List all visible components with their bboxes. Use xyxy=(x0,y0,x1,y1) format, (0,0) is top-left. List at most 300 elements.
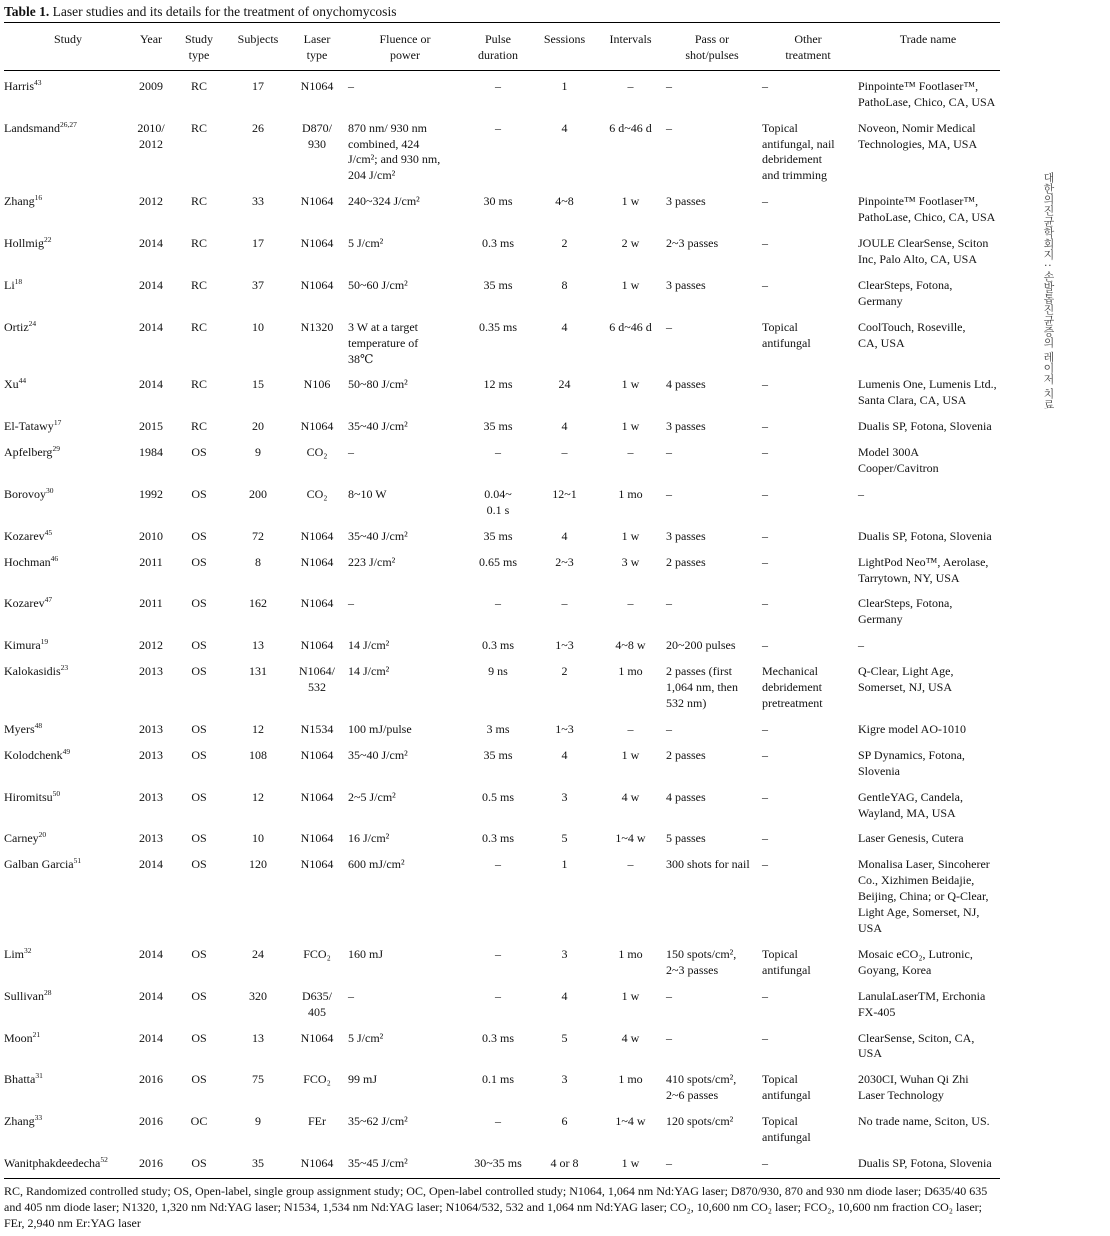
sessions-cell: 4 xyxy=(561,988,568,1003)
pulse-duration-cell: 35 ms xyxy=(483,419,513,434)
intervals-cell: – xyxy=(627,78,634,93)
table-row xyxy=(4,547,1000,589)
table-footnote: RC, Randomized controlled study; OS, Open-label, single group assignment study; OC, Open-label controlled study; N1064, 1,064 nm Nd:YAG laser; D870/930, 870 and 930 nm diode laser; D635/40 635 and 405 nm diode laser; N1320, 1,320 nm Nd:YAG laser; N1534, 1,534 nm Nd:YAG laser; N1064/532, 532 and 1,064 nm Nd:YAG laser; CO₂, 10,600 nm CO₂ laser; FCO₂, 10,600 nm fraction CO₂ laser; FEr, 2,940 nm Er:YAG laser xyxy=(4,1184,988,1230)
pulse-duration-cell: 30~35 ms xyxy=(464,1148,532,1178)
study-cell xyxy=(4,270,132,312)
pulse-duration-cell: 30 ms xyxy=(483,194,513,209)
study-cell xyxy=(4,186,132,228)
reference-number: 20 xyxy=(38,830,47,840)
trade-name-cell: Dualis SP, Fotona, Slovenia xyxy=(856,1148,1000,1178)
trade-name-cell: Pinpointe™ Footlaser™, PathoLase, Chico, CA, USA xyxy=(858,194,996,225)
trade-name-cell: Kigre model AO-1010 xyxy=(858,721,966,736)
fluence-cell: 99 mJ xyxy=(348,1072,378,1087)
reference-number: 52 xyxy=(100,1154,108,1164)
study-cell xyxy=(4,1023,132,1065)
header-laser-type: Laser type xyxy=(288,23,346,71)
study-cell xyxy=(4,312,132,370)
trade-name-cell: No trade name, Sciton, US. xyxy=(858,1114,990,1129)
other-treatment-cell: – xyxy=(762,831,768,846)
study-type-cell: RC xyxy=(190,194,207,209)
study-cell xyxy=(4,981,132,1023)
subjects-cell: 13 xyxy=(252,1030,264,1045)
reference-number: 47 xyxy=(44,595,53,605)
study-type-cell: OS xyxy=(191,638,207,653)
reference-number: 46 xyxy=(50,553,59,563)
study-type-cell: RC xyxy=(190,419,207,434)
other-treatment-cell: – xyxy=(760,1148,856,1178)
fluence-cell: – xyxy=(348,445,354,460)
passes-cell: 150 spots/cm², 2~3 passes xyxy=(666,946,737,977)
subjects-cell: 17 xyxy=(252,78,264,93)
fluence-cell: 240~324 J/cm² xyxy=(348,194,420,209)
fluence-cell: 35~40 J/cm² xyxy=(348,419,408,434)
reference-number: 50 xyxy=(52,788,61,798)
study-name: Kalokasidis xyxy=(4,664,61,679)
table-caption-text: Laser studies and its details for the treatment of onychomycosis xyxy=(52,4,397,19)
other-treatment-cell: – xyxy=(762,988,768,1003)
header-passes: Pass or shot/pulses xyxy=(664,23,760,71)
other-treatment-cell: – xyxy=(762,377,768,392)
fluence-cell: 5 J/cm² xyxy=(348,1030,384,1045)
study-cell xyxy=(4,714,132,740)
other-treatment-cell: – xyxy=(762,194,768,209)
laser-type-cell: N1064 xyxy=(300,1030,334,1045)
reference-number: 28 xyxy=(44,987,52,997)
study-cell xyxy=(4,547,132,589)
other-treatment-cell: – xyxy=(762,78,768,93)
study-name: Kozarev xyxy=(4,528,45,543)
fluence-cell: – xyxy=(348,78,354,93)
passes-cell: – xyxy=(666,319,672,334)
trade-name-cell: – xyxy=(858,638,864,653)
study-type-cell: RC xyxy=(190,78,207,93)
sessions-cell: 2~3 xyxy=(555,554,574,569)
other-treatment-cell: – xyxy=(762,747,768,762)
laser-type-cell: N1064 xyxy=(300,277,334,292)
study-name: Hiromitsu xyxy=(4,789,53,804)
pulse-duration-cell: 3 ms xyxy=(486,721,510,736)
passes-cell: 3 passes xyxy=(666,194,706,209)
trade-name-cell: JOULE ClearSense, Sciton Inc, Palo Alto, CA, USA xyxy=(858,236,989,266)
laser-type-cell: FCO₂ xyxy=(303,946,331,961)
intervals-cell: 1 mo xyxy=(618,1072,643,1087)
fluence-cell: 50~60 J/cm² xyxy=(348,277,408,292)
passes-cell: – xyxy=(666,1030,672,1045)
intervals-cell: – xyxy=(627,721,634,736)
study-type-cell: OS xyxy=(191,1030,207,1045)
intervals-cell: 1 w xyxy=(621,419,640,434)
pulse-duration-cell: – xyxy=(495,1114,501,1129)
passes-cell: 3 passes xyxy=(666,528,706,543)
laser-type-cell: N1064/ 532 xyxy=(299,664,335,695)
study-cell xyxy=(4,1106,132,1148)
reference-number: 24 xyxy=(28,318,37,328)
trade-name-cell: Lumenis One, Lumenis Ltd., Santa Clara, CA, USA xyxy=(858,377,997,408)
reference-number: 18 xyxy=(14,276,23,286)
passes-cell: – xyxy=(666,988,672,1003)
trade-name-cell: Dualis SP, Fotona, Slovenia xyxy=(858,528,992,543)
year-cell: 2009 xyxy=(139,78,163,93)
reference-number: 51 xyxy=(73,856,82,866)
year-cell: 2014 xyxy=(139,946,163,961)
table-row xyxy=(4,939,1000,981)
study-name: Hochman xyxy=(4,554,51,569)
passes-cell: 410 spots/cm², 2~6 passes xyxy=(666,1072,737,1103)
header-study: Study xyxy=(4,23,132,71)
sessions-cell: 1~3 xyxy=(555,638,574,653)
table-caption xyxy=(4,4,396,20)
pulse-duration-cell: 0.5 ms xyxy=(481,789,514,804)
subjects-cell: 26 xyxy=(252,120,264,135)
study-cell xyxy=(4,437,132,479)
trade-name-cell: 2030CI, Wuhan Qi Zhi Laser Technology xyxy=(858,1072,969,1103)
pulse-duration-cell: – xyxy=(495,857,501,872)
header-study-type: Study type xyxy=(170,23,228,71)
study-name: Carney xyxy=(4,831,39,846)
study-name: El-Tatawy xyxy=(4,419,54,434)
header-other-treatment: Other treatment xyxy=(760,23,856,71)
sessions-cell: 4 xyxy=(561,419,568,434)
laser-type-cell: CO₂ xyxy=(306,445,328,460)
table-row xyxy=(4,782,1000,824)
passes-cell: 3 passes xyxy=(666,419,706,434)
fluence-cell: 14 J/cm² xyxy=(348,638,390,653)
header-intervals: Intervals xyxy=(597,23,664,71)
study-type-cell: OS xyxy=(191,857,207,872)
pulse-duration-cell: – xyxy=(495,120,501,135)
year-cell: 2010 xyxy=(139,528,163,543)
subjects-cell: 10 xyxy=(252,319,264,334)
passes-cell: 4 passes xyxy=(666,377,706,392)
laser-type-cell: N1064 xyxy=(300,528,334,543)
trade-name-cell: Mosaic eCO₂, Lutronic, Goyang, Korea xyxy=(858,946,973,977)
year-cell: 2016 xyxy=(139,1114,163,1129)
passes-cell: 3 passes xyxy=(666,277,706,292)
fluence-cell: 100 mJ/pulse xyxy=(348,721,412,736)
reference-number: 45 xyxy=(44,527,53,537)
year-cell: 2014 xyxy=(139,277,163,292)
intervals-cell: 4~8 w xyxy=(615,638,646,653)
study-name: Apfelberg xyxy=(4,445,53,460)
intervals-cell: 2 w xyxy=(621,236,640,251)
running-head-vertical: 대한의진균학회지 : 손발톱진균증의 레이저 치료 xyxy=(1042,172,1055,410)
reference-number: 44 xyxy=(18,376,27,386)
study-name: Borovoy xyxy=(4,486,46,501)
header-fluence: Fluence or power xyxy=(346,23,464,71)
study-type-cell: RC xyxy=(190,120,207,135)
study-cell xyxy=(4,411,132,437)
passes-cell: – xyxy=(666,596,672,611)
year-cell: 2016 xyxy=(139,1072,163,1087)
pulse-duration-cell: – xyxy=(495,988,501,1003)
study-name: Zhang xyxy=(4,194,35,209)
study-cell xyxy=(4,740,132,782)
year-cell: 1992 xyxy=(139,486,163,501)
study-name: Myers xyxy=(4,721,35,736)
study-type-cell: OS xyxy=(191,721,207,736)
year-cell: 2013 xyxy=(139,747,163,762)
study-cell xyxy=(4,782,132,824)
study-cell xyxy=(4,630,132,656)
year-cell: 2014 xyxy=(139,319,163,334)
intervals-cell: 1~4 w xyxy=(615,831,646,846)
sessions-cell: 6 xyxy=(561,1114,568,1129)
year-cell: 2015 xyxy=(139,419,163,434)
trade-name-cell: LanulaLaserTM, Erchonia FX-405 xyxy=(858,988,986,1019)
other-treatment-cell: – xyxy=(762,528,768,543)
fluence-cell: 160 mJ xyxy=(348,946,384,961)
subjects-cell: 13 xyxy=(252,638,264,653)
subjects-cell: 37 xyxy=(252,277,264,292)
study-cell xyxy=(4,70,132,112)
year-cell: 2011 xyxy=(139,554,163,569)
sessions-cell: – xyxy=(561,445,568,460)
study-type-cell: RC xyxy=(190,377,207,392)
laser-type-cell: N1320 xyxy=(300,319,334,334)
study-type-cell: OS xyxy=(191,946,207,961)
fluence-cell: 8~10 W xyxy=(348,486,387,501)
laser-type-cell: N106 xyxy=(303,377,331,392)
passes-cell: 300 shots for nail xyxy=(666,857,750,872)
study-name: Hollmig xyxy=(4,236,45,251)
study-cell xyxy=(4,1148,132,1178)
sessions-cell: 4~8 xyxy=(555,194,574,209)
intervals-cell: 1 w xyxy=(621,377,640,392)
table-body xyxy=(4,70,1000,1178)
table-row xyxy=(4,1148,1000,1178)
study-name: Landsmand xyxy=(4,120,60,135)
study-name: Wanitphakdeedecha xyxy=(4,1155,101,1170)
subjects-cell: 75 xyxy=(252,1072,264,1087)
reference-number: 30 xyxy=(46,485,54,495)
laser-type-cell: N1534 xyxy=(300,721,334,736)
pulse-duration-cell: 35 ms xyxy=(483,528,513,543)
fluence-cell: 16 J/cm² xyxy=(348,831,390,846)
study-cell xyxy=(4,369,132,411)
fluence-cell: 870 nm/ 930 nm combined, 424 J/cm²; and 930 nm, 204 J/cm² xyxy=(348,120,441,183)
laser-type-cell: D635/ 405 xyxy=(302,988,332,1019)
fluence-cell: 600 mJ/cm² xyxy=(348,857,405,872)
year-cell: 1984 xyxy=(139,445,163,460)
study-cell xyxy=(4,588,132,630)
table-row xyxy=(4,369,1000,411)
reference-number: 23 xyxy=(60,663,69,673)
fluence-cell: 35~45 J/cm² xyxy=(346,1148,464,1178)
table-caption-label: Table 1. xyxy=(4,4,50,19)
laser-type-cell: CO₂ xyxy=(306,486,328,501)
header-trade-name: Trade name xyxy=(856,23,1000,71)
other-treatment-cell: – xyxy=(762,596,768,611)
intervals-cell: 1 w xyxy=(621,747,640,762)
trade-name-cell: Monalisa Laser, Sincoherer Co., Xizhimen Beidajie, Beijing, China; or Q-Clear, Light Age, Somerset, NJ, USA xyxy=(858,857,990,935)
intervals-cell: 4 w xyxy=(621,1030,640,1045)
pulse-duration-cell: 0.04~ 0.1 s xyxy=(484,486,512,517)
pulse-duration-cell: 12 ms xyxy=(483,377,513,392)
study-type-cell: OS xyxy=(191,831,207,846)
fluence-cell: 50~80 J/cm² xyxy=(348,377,408,392)
table-row xyxy=(4,186,1000,228)
year-cell: 2016 xyxy=(132,1148,170,1178)
table-row xyxy=(4,437,1000,479)
year-cell: 2012 xyxy=(139,638,163,653)
subjects-cell: 9 xyxy=(255,1114,261,1129)
study-cell xyxy=(4,479,132,521)
reference-number: 21 xyxy=(32,1029,41,1039)
study-type-cell: OS xyxy=(170,1148,228,1178)
laser-type-cell: FCO₂ xyxy=(303,1072,331,1087)
passes-cell: – xyxy=(666,78,672,93)
other-treatment-cell: – xyxy=(762,419,768,434)
trade-name-cell: Noveon, Nomir Medical Technologies, MA, USA xyxy=(858,120,978,151)
laser-type-cell: N1064 xyxy=(300,857,334,872)
intervals-cell: – xyxy=(627,445,634,460)
passes-cell: 20~200 pulses xyxy=(666,638,736,653)
laser-studies-table xyxy=(4,22,1000,1179)
table-row xyxy=(4,1064,1000,1106)
study-cell xyxy=(4,113,132,187)
sessions-cell: 3 xyxy=(561,946,568,961)
sessions-cell: 24 xyxy=(558,377,571,392)
table-row xyxy=(4,981,1000,1023)
intervals-cell: – xyxy=(627,596,634,611)
table-row xyxy=(4,411,1000,437)
study-cell xyxy=(4,656,132,714)
table-row xyxy=(4,70,1000,112)
trade-name-cell: Pinpointe™ Footlaser™, PathoLase, Chico, CA, USA xyxy=(858,78,996,109)
passes-cell: 2~3 passes xyxy=(666,236,719,251)
table-row xyxy=(4,1023,1000,1065)
table-row xyxy=(4,849,1000,939)
table-row xyxy=(4,113,1000,187)
fluence-cell: 35~40 J/cm² xyxy=(348,528,408,543)
table-row xyxy=(4,228,1000,270)
trade-name-cell: CoolTouch, Roseville, CA, USA xyxy=(858,319,966,350)
study-name: Kimura xyxy=(4,638,41,653)
study-type-cell: OS xyxy=(191,1072,207,1087)
table-row xyxy=(4,630,1000,656)
subjects-cell: 108 xyxy=(249,747,267,762)
subjects-cell: 320 xyxy=(249,988,267,1003)
table-row xyxy=(4,270,1000,312)
study-cell xyxy=(4,228,132,270)
header-pulse-duration: Pulse duration xyxy=(464,23,532,71)
study-type-cell: RC xyxy=(190,277,207,292)
sessions-cell: 3 xyxy=(561,789,568,804)
sessions-cell: 5 xyxy=(561,831,568,846)
subjects-cell: 12 xyxy=(252,721,264,736)
year-cell: 2014 xyxy=(139,1030,163,1045)
pulse-duration-cell: 9 ns xyxy=(488,664,508,679)
trade-name-cell: ClearSteps, Fotona, Germany xyxy=(858,277,953,308)
pulse-duration-cell: 0.3 ms xyxy=(481,1030,514,1045)
laser-type-cell: N1064 xyxy=(300,831,334,846)
header-year: Year xyxy=(132,23,170,71)
table-row xyxy=(4,714,1000,740)
study-name: Sullivan xyxy=(4,988,45,1003)
reference-number: 19 xyxy=(40,637,49,647)
study-cell xyxy=(4,849,132,939)
sessions-cell: 4 xyxy=(561,528,568,543)
other-treatment-cell: – xyxy=(762,789,768,804)
trade-name-cell: SP Dynamics, Fotona, Slovenia xyxy=(858,747,965,778)
trade-name-cell: ClearSense, Sciton, CA, USA xyxy=(858,1030,975,1061)
header-sessions: Sessions xyxy=(532,23,597,71)
other-treatment-cell: – xyxy=(762,445,768,460)
study-name: Galban Garcia xyxy=(4,857,74,872)
study-type-cell: OS xyxy=(191,486,207,501)
laser-type-cell: N1064 xyxy=(300,194,334,209)
reference-number: 16 xyxy=(34,193,43,203)
other-treatment-cell: – xyxy=(762,638,768,653)
intervals-cell: 1~4 w xyxy=(615,1114,646,1129)
trade-name-cell: Dualis SP, Fotona, Slovenia xyxy=(858,419,992,434)
table-row xyxy=(4,656,1000,714)
other-treatment-cell: – xyxy=(762,857,768,872)
pulse-duration-cell: 0.3 ms xyxy=(481,638,514,653)
passes-cell: – xyxy=(666,721,672,736)
study-type-cell: OS xyxy=(191,664,207,679)
study-name: Xu xyxy=(4,377,19,392)
passes-cell: 2 passes xyxy=(666,747,706,762)
subjects-cell: 10 xyxy=(252,831,264,846)
reference-number: 32 xyxy=(24,945,32,955)
laser-type-cell: N1064 xyxy=(300,596,334,611)
other-treatment-cell: Topical antifungal xyxy=(762,319,811,350)
study-type-cell: OS xyxy=(191,596,207,611)
pulse-duration-cell: – xyxy=(495,596,501,611)
sessions-cell: 12~1 xyxy=(552,486,577,501)
subjects-cell: 33 xyxy=(252,194,264,209)
pulse-duration-cell: 0.3 ms xyxy=(481,236,514,251)
intervals-cell: 6 d~46 d xyxy=(609,120,652,135)
intervals-cell: 1 w xyxy=(621,988,640,1003)
study-cell xyxy=(4,823,132,849)
study-cell xyxy=(4,521,132,547)
pulse-duration-cell: – xyxy=(495,946,501,961)
table-row xyxy=(4,312,1000,370)
reference-number: 33 xyxy=(34,1113,43,1123)
laser-type-cell: N1064 xyxy=(300,789,334,804)
fluence-cell: 2~5 J/cm² xyxy=(348,789,396,804)
other-treatment-cell: Topical antifungal xyxy=(762,1114,811,1145)
reference-number: 49 xyxy=(62,746,71,756)
fluence-cell: 3 W at a target temperature of 38℃ xyxy=(348,319,419,366)
table-row xyxy=(4,740,1000,782)
intervals-cell: 1 mo xyxy=(618,664,643,679)
study-name: Kozarev xyxy=(4,596,45,611)
other-treatment-cell: – xyxy=(762,554,768,569)
study-cell xyxy=(4,939,132,981)
passes-cell: – xyxy=(666,445,672,460)
laser-type-cell: N1064 xyxy=(288,1148,346,1178)
trade-name-cell: Laser Genesis, Cutera xyxy=(858,831,964,846)
other-treatment-cell: Topical antifungal xyxy=(762,1072,811,1103)
study-name: Ortiz xyxy=(4,319,29,334)
fluence-cell: – xyxy=(348,596,354,611)
intervals-cell: 3 w xyxy=(621,554,640,569)
sessions-cell: 4 xyxy=(561,319,568,334)
subjects-cell: 9 xyxy=(255,445,261,460)
intervals-cell: 4 w xyxy=(621,789,640,804)
sessions-cell: 2 xyxy=(561,236,568,251)
pulse-duration-cell: 0.1 ms xyxy=(481,1072,514,1087)
other-treatment-cell: – xyxy=(762,277,768,292)
passes-cell: – xyxy=(666,120,672,135)
year-cell: 2014 xyxy=(139,988,163,1003)
other-treatment-cell: – xyxy=(762,721,768,736)
study-name: Moon xyxy=(4,1030,33,1045)
intervals-cell: 1 w xyxy=(597,1148,664,1178)
